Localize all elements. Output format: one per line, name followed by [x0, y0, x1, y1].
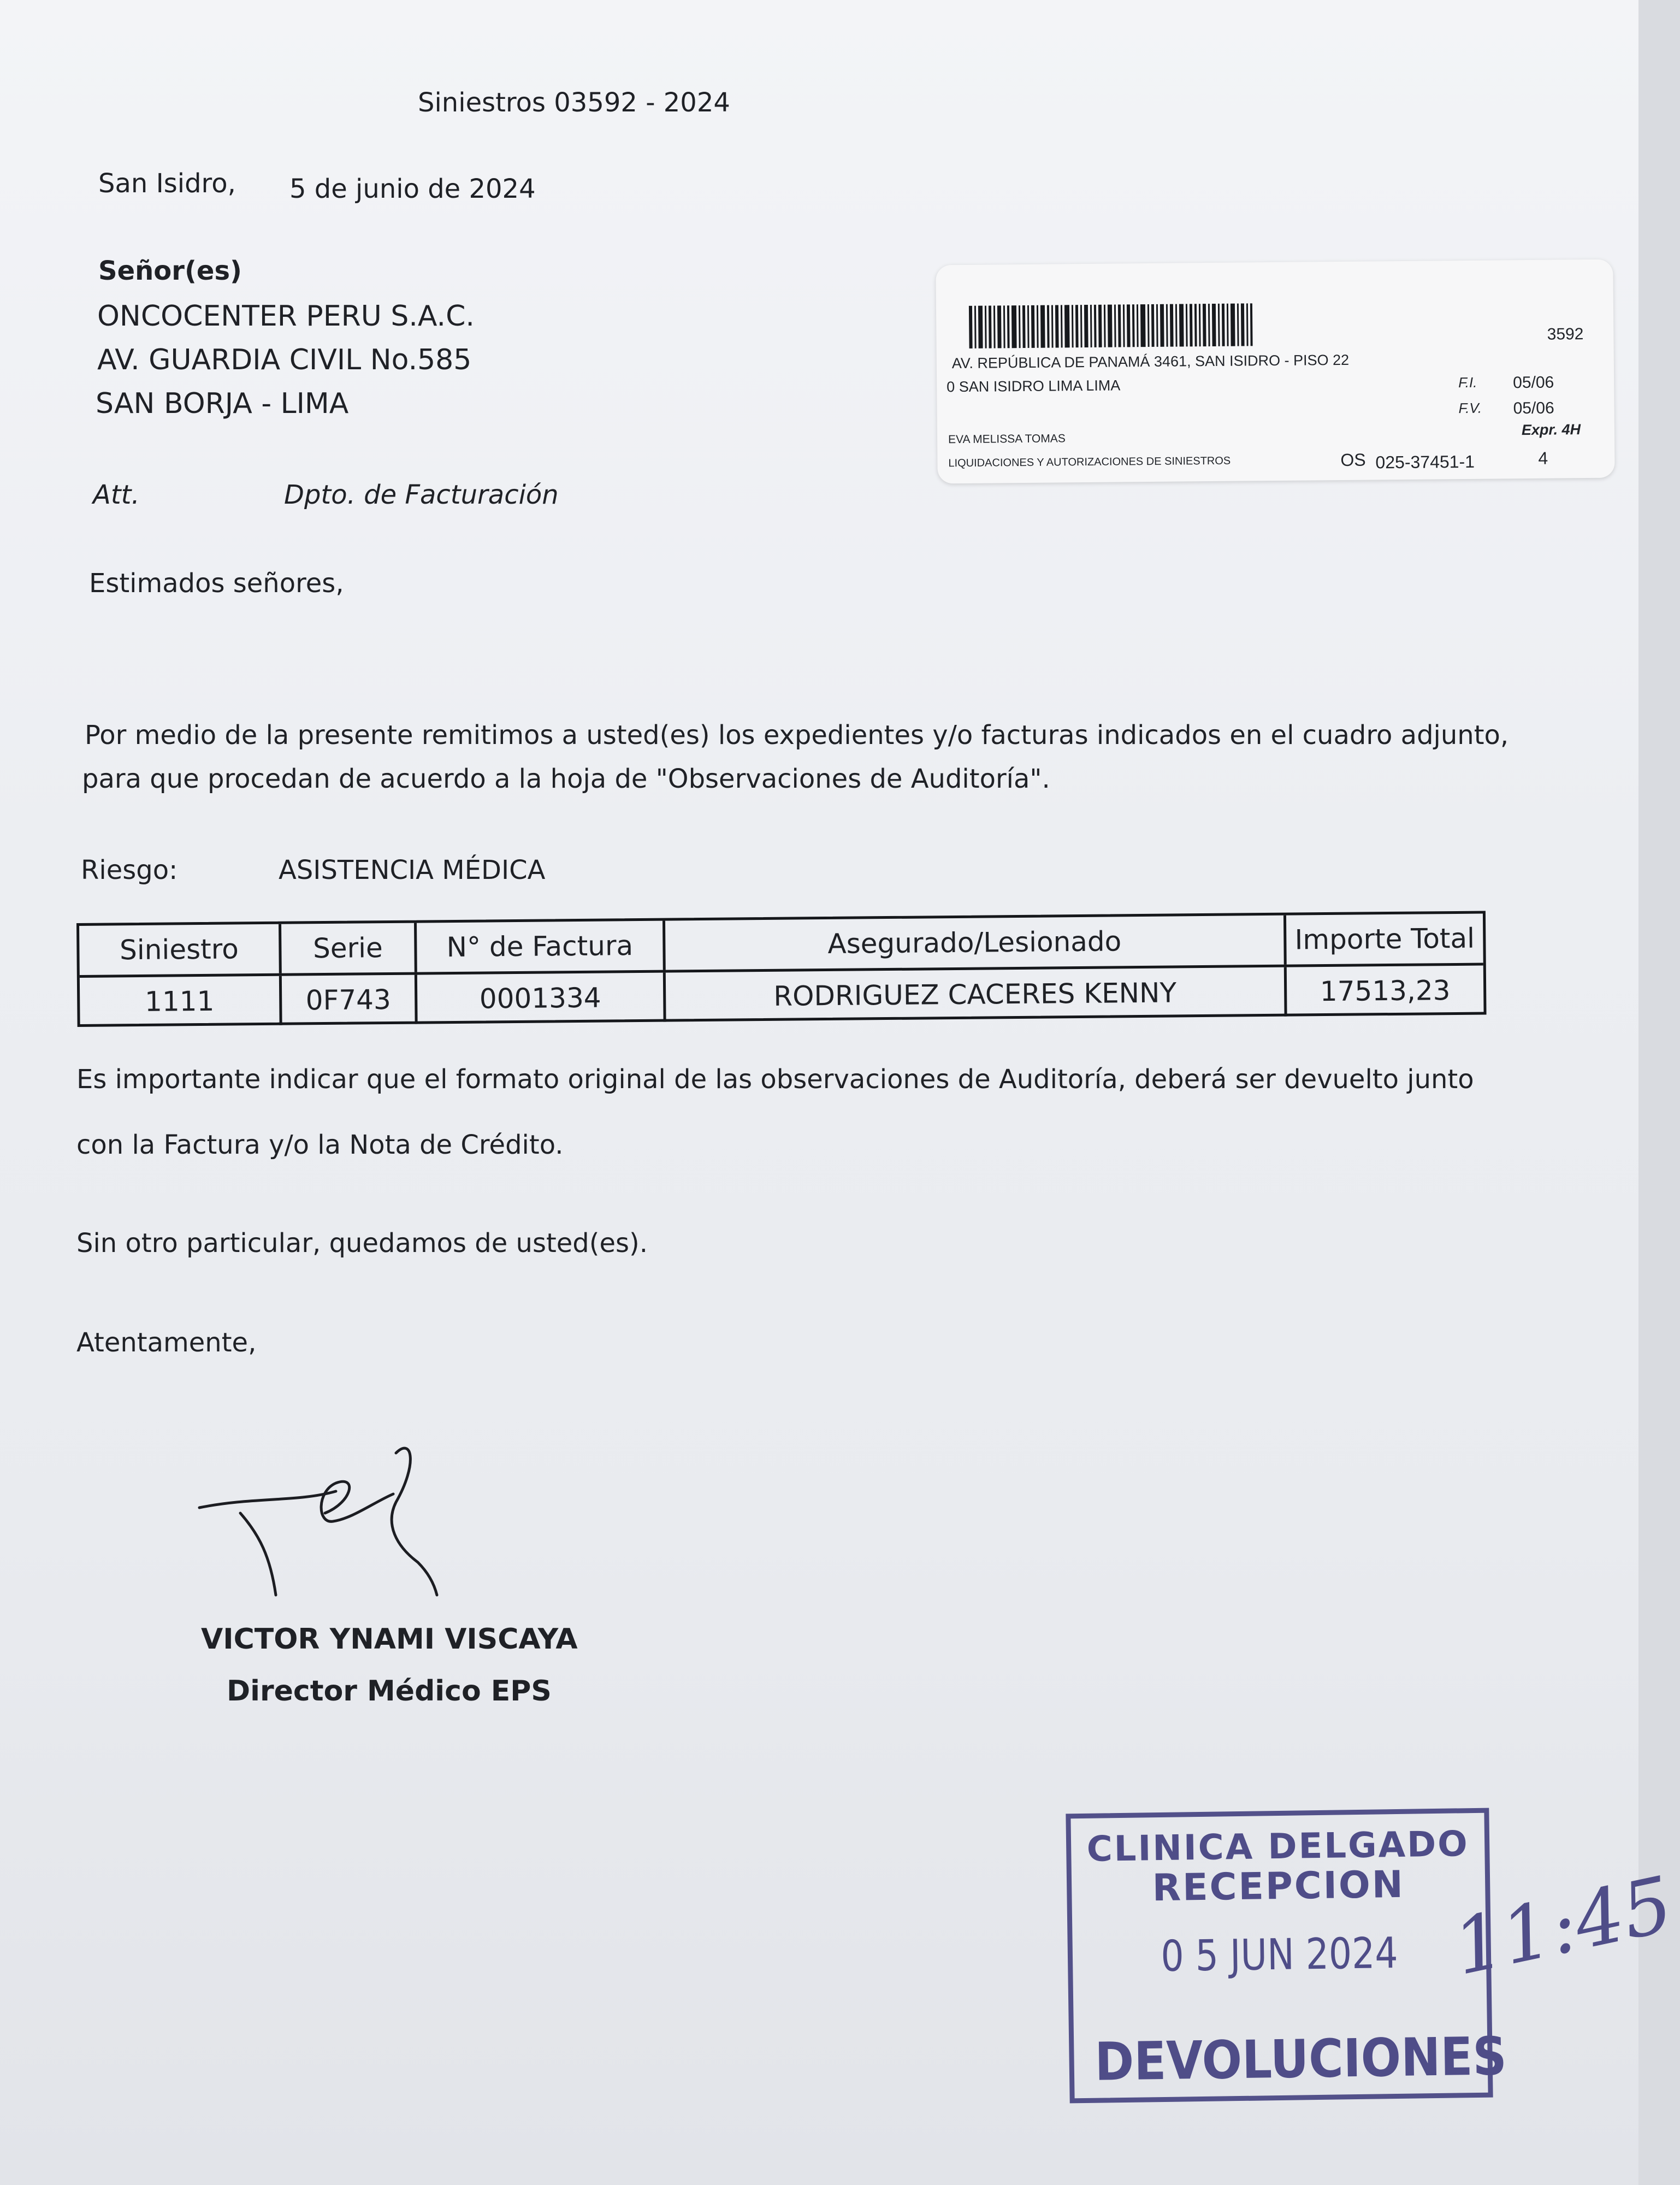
body-paragraph-1-line-2: para que procedan de acuerdo a la hoja de "Observaciones de Auditoría". [82, 764, 1050, 794]
recipient-address: AV. GUARDIA CIVIL No.585 [97, 344, 472, 376]
sticker-address-line-2: 0 SAN ISIDRO LIMA LIMA [947, 377, 1121, 395]
signature [188, 1431, 494, 1611]
body-paragraph-2-line-1: Es importante indicar que el formato original de las observaciones de Auditoría, deberá ser devuelto junto [76, 1064, 1474, 1095]
sticker-express: Expr. 4H [1521, 421, 1581, 439]
reference-number: Siniestros 03592 - 2024 [418, 87, 730, 118]
cell-invoice-number: 0001334 [417, 973, 666, 1024]
header-siniestro: Siniestro [79, 924, 282, 975]
stamp-reception: RECEPCION [1152, 1863, 1405, 1910]
sticker-fi-label: F.I. [1458, 374, 1477, 391]
reception-stamp [1066, 1808, 1507, 2104]
recipient-label: Señor(es) [98, 256, 242, 286]
sticker-fi-value: 05/06 [1513, 373, 1554, 392]
risk-label: Riesgo: [81, 855, 178, 885]
sticker-count: 4 [1538, 448, 1548, 468]
header-insured: Asegurado/Lesionado [665, 916, 1287, 970]
barcode [969, 303, 1319, 349]
header-invoice-number: N° de Factura [417, 921, 666, 972]
signatory-name: VICTOR YNAMI VISCAYA [201, 1623, 578, 1656]
stamp-clinic-name: CLINICA DELGADO [1086, 1824, 1470, 1870]
letter-date: 5 de junio de 2024 [289, 174, 536, 204]
sticker-fv-value: 05/06 [1513, 399, 1554, 418]
cell-insured: RODRIGUEZ CACERES KENNY [666, 967, 1287, 1022]
recipient-city: SAN BORJA - LIMA [96, 387, 349, 420]
header-serie: Serie [281, 923, 417, 973]
body-paragraph-1-line-1: Por medio de la presente remitimos a usted(es) los expedientes y/o facturas indicados en el cuadro adjunto, [85, 720, 1509, 751]
sticker-department: LIQUIDACIONES Y AUTORIZACIONES DE SINIESTROS [948, 454, 1231, 470]
body-paragraph-2-line-2: con la Factura y/o la Nota de Crédito. [76, 1130, 564, 1160]
recipient-company: ONCOCENTER PERU S.A.C. [97, 300, 475, 333]
routing-label-sticker [936, 259, 1614, 484]
cell-siniestro: 1111 [80, 976, 282, 1027]
greeting: Estimados señores, [89, 568, 344, 599]
sticker-fv-label: F.V. [1458, 399, 1482, 417]
header-total-amount: Importe Total [1294, 922, 1475, 956]
sticker-person: EVA MELISSA TOMAS [948, 432, 1066, 446]
closing: Atentamente, [76, 1327, 257, 1358]
cell-serie: 0F743 [282, 975, 418, 1025]
sticker-id: 3592 [1547, 325, 1584, 344]
attention-value: Dpto. de Facturación [284, 480, 559, 510]
letter-place: San Isidro, [98, 168, 236, 199]
handwritten-time: 11:45 [1446, 1859, 1680, 1993]
claims-table [76, 911, 1487, 1027]
sticker-os-number: 025-37451-1 [1375, 451, 1475, 473]
cell-total-amount: 17513,23 [1320, 975, 1451, 1008]
risk-value: ASISTENCIA MÉDICA [279, 855, 546, 885]
stamp-date: 0 5 JUN 2024 [1160, 1928, 1399, 1982]
body-paragraph-3: Sin otro particular, quedamos de usted(es). [76, 1228, 648, 1259]
stamp-department: DEVOLUCIONES [1094, 2025, 1507, 2093]
sticker-os-label: OS [1340, 450, 1366, 470]
attention-label: Att. [93, 480, 140, 510]
signatory-title: Director Médico EPS [227, 1675, 552, 1708]
sticker-address-line-1: AV. REPÚBLICA DE PANAMÁ 3461, SAN ISIDRO - PISO 22 [951, 351, 1350, 372]
